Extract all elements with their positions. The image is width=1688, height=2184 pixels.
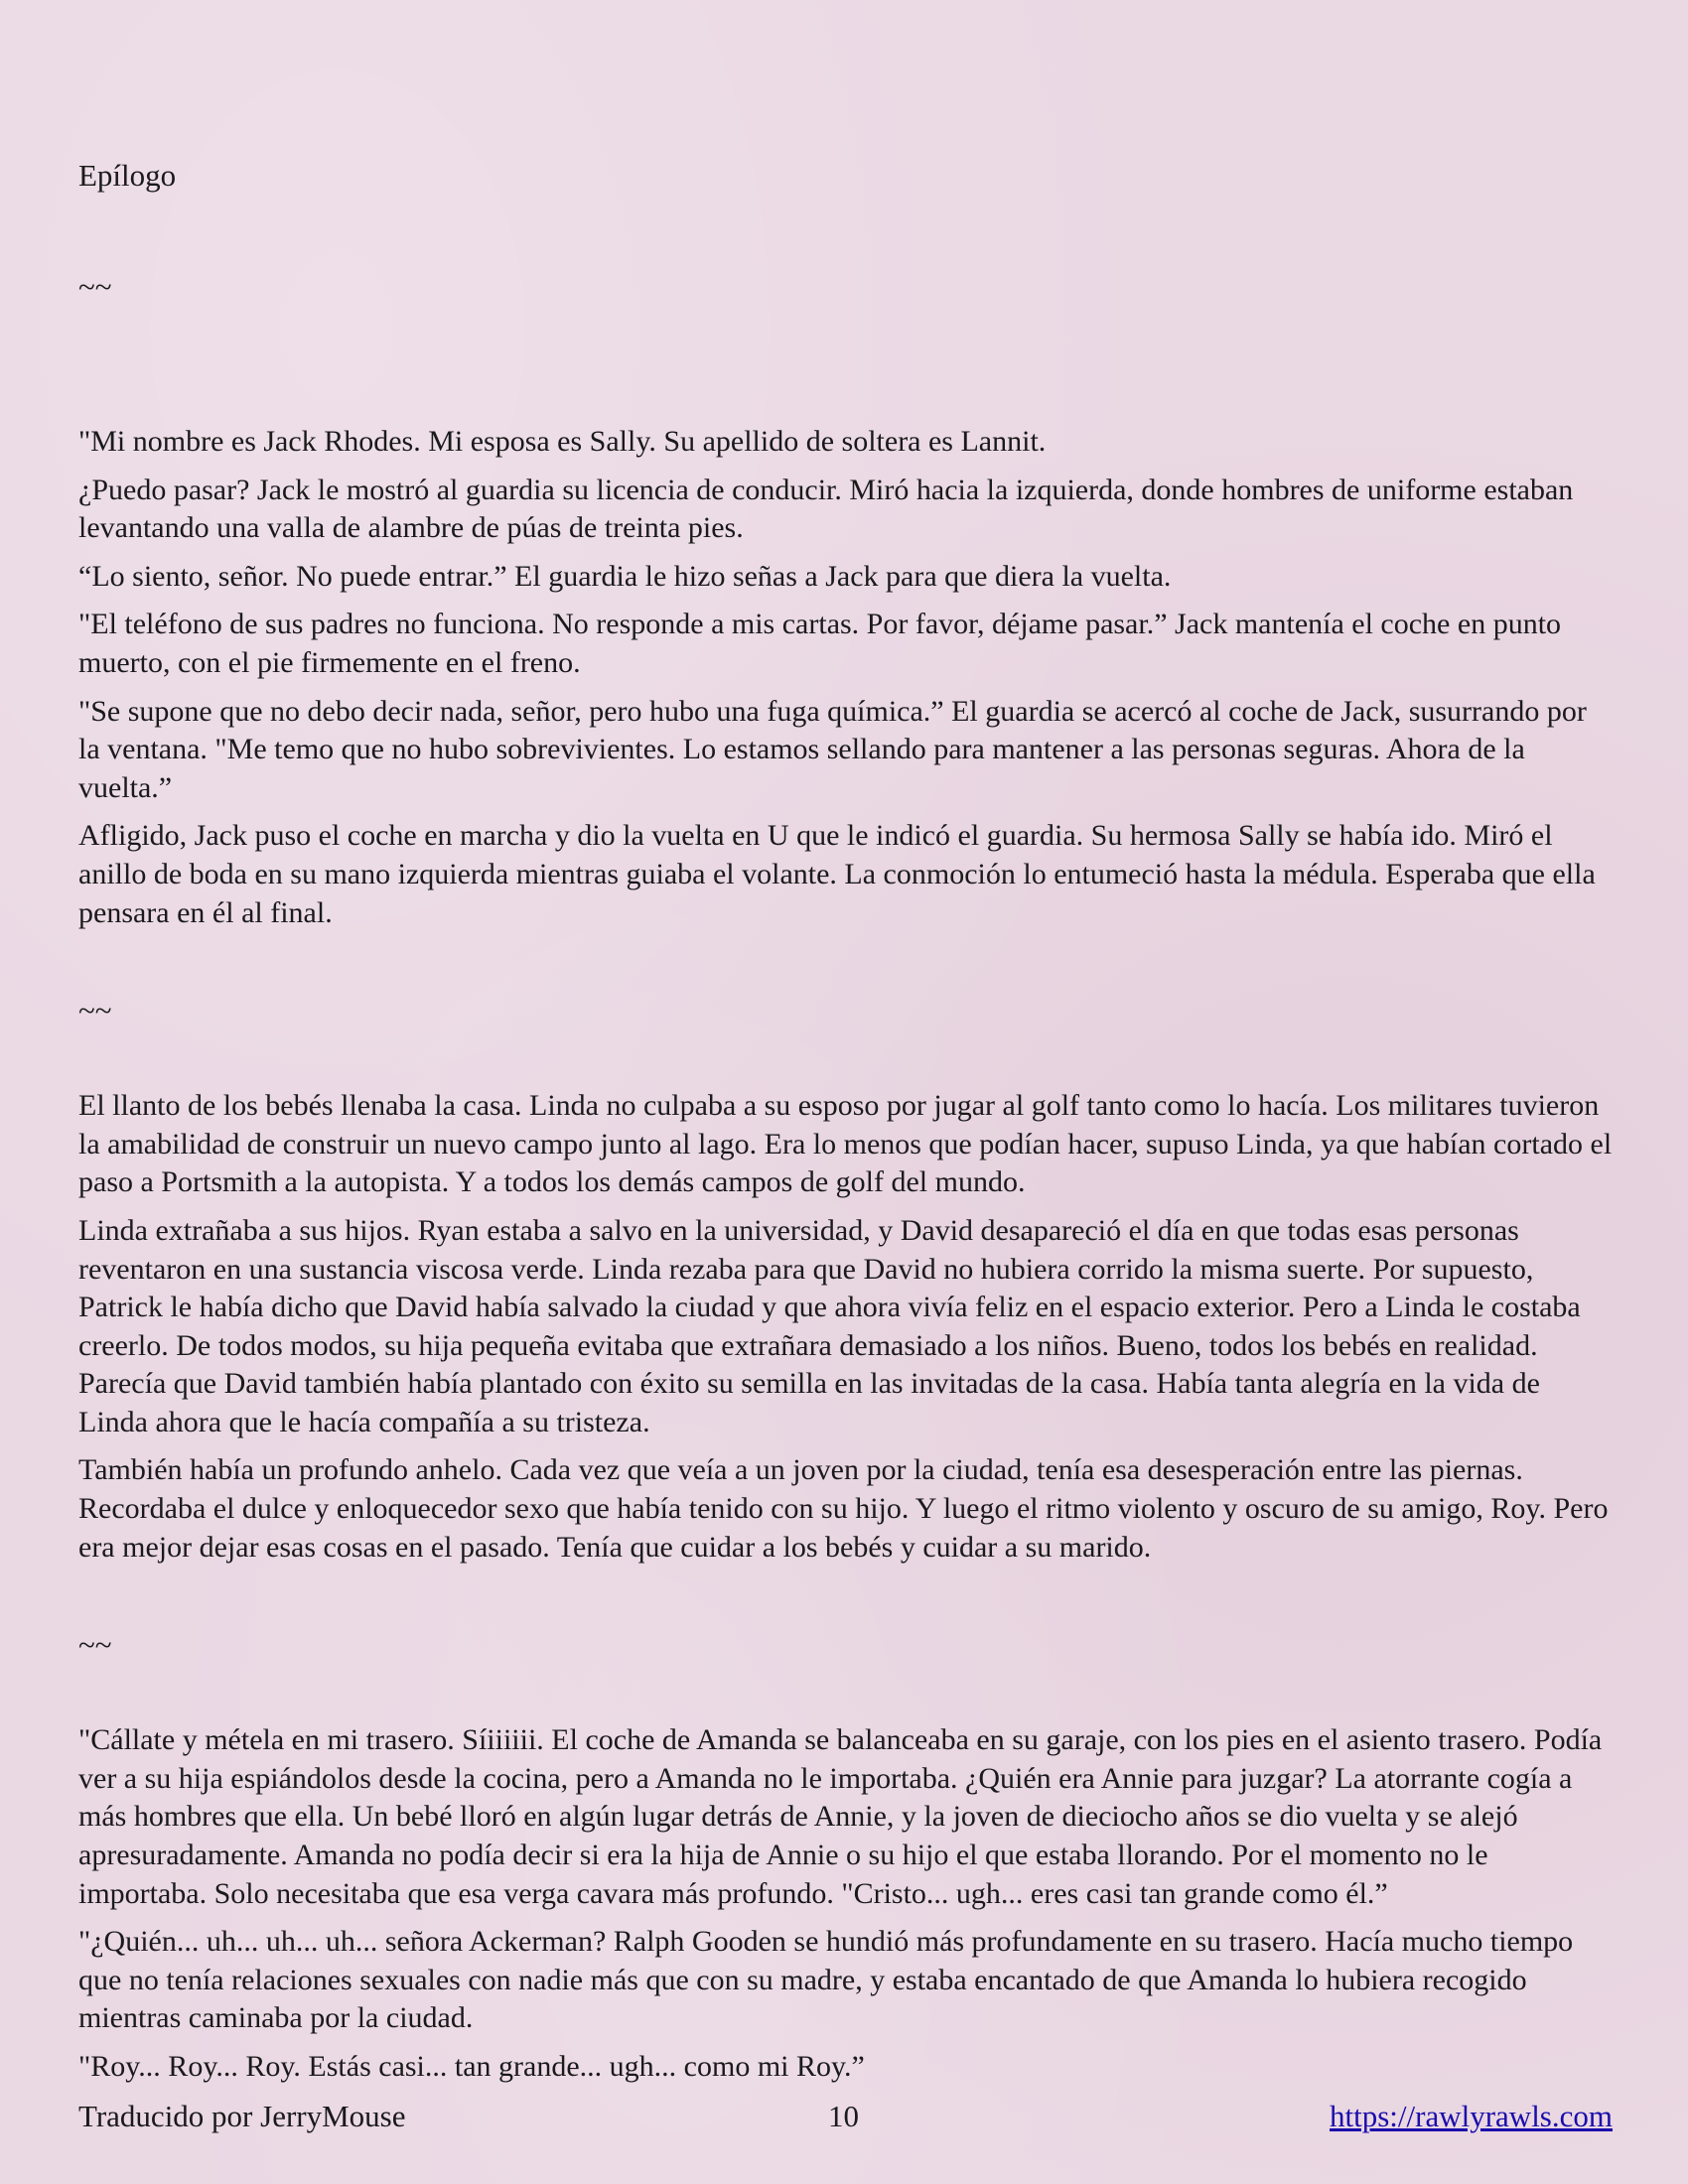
paragraph: Afligido, Jack puso el coche en marcha y dio la vuelta en U que le indicó el guardia. Su hermosa Sally se había ido. Miró el anillo de boda en su mano izquierda mientras guiaba el volante. La conmoción lo entumeció hasta la médula. Esperaba que ella pensara en él al final. [78,819,1596,929]
paragraph: "Mi nombre es Jack Rhodes. Mi esposa es Sally. Su apellido de soltera es Lannit. [78,425,1047,458]
translator-credit: Traducido por JerryMouse [78,2099,406,2133]
paragraph: El llanto de los bebés llenaba la casa. Linda no culpaba a su esposo por jugar al golf tanto como lo hacía. Los militares tuvieron la amabilidad de construir un nuevo campo junto al lago. Era lo menos que podían hacer, supuso Linda, ya que habían cortado el paso a Portsmith a la autopista. Y a todos los demás campos de golf del mundo. [78,1089,1613,1199]
paragraph: "El teléfono de sus padres no funciona. No responde a mis cartas. Por favor, déjame pasar.” Jack mantenía el coche en punto muerto, con el pie firmemente en el freno. [78,608,1562,679]
paragraph: Linda extrañaba a sus hijos. Ryan estaba a salvo en la universidad, y David desapareció el día en que todas esas personas reventaron en una sustancia viscosa verde. Linda rezaba para que David no hubiera corrido la misma suerte. Por supuesto, Patrick le había dicho que David había salvado la ciudad y que ahora vivía feliz en el espacio exterior. Pero a Linda le costaba creerlo. De todos modos, su hija pequeña evitaba que extrañara demasiado a los niños. Bueno, todos los bebés en realidad. Parecía que David también había plantado con éxito su semilla en las invitadas de la casa. Había tanta alegría en la vida de Linda ahora que le hacía compañía a su tristeza. [78,1213,1581,1438]
paragraph: "¿Quién... uh... uh... uh... señora Ackerman? Ralph Gooden se hundió más profundamente en su trasero. Hacía mucho tiempo que no tenía relaciones sexuales con nadie más que con su madre, y estaba encantado de que Amanda lo hubiera recogido mientras caminaba por la ciudad. [78,1925,1574,2035]
section-separator: ~~ [78,1627,112,1663]
website-link[interactable]: https://rawlyrawls.com [1330,2099,1613,2133]
page-footer [78,2098,1613,2137]
page-number: 10 [828,2099,859,2133]
paragraph: "Roy... Roy... Roy. Estás casi... tan grande... ugh... como mi Roy.” [78,2050,865,2083]
section-3 [78,1721,1613,2086]
paragraph: “Lo siento, señor. No puede entrar.” El guardia le hizo señas a Jack para que diera la vuelta. [78,559,1172,593]
document-body [78,157,1613,2146]
paragraph: También había un profundo anhelo. Cada vez que veía a un joven por la ciudad, tenía esa desesperación entre las piernas. Recordaba el dulce y enloquecedor sexo que había tenido con su hijo. Y luego el ritmo violento y oscuro de su amigo, Roy. Pero era mejor dejar esas cosas en el pasado. Tenía que cuidar a los bebés y cuidar a su marido. [78,1453,1609,1564]
section-separator: ~~ [78,993,112,1028]
section-1 [78,423,1613,932]
section-separator: ~~ [78,269,112,304]
page-title: Epílogo [78,158,177,193]
paragraph: ¿Puedo pasar? Jack le mostró al guardia su licencia de conducir. Miró hacia la izquierda, donde hombres de uniforme estaban levantando una valla de alambre de púas de treinta pies. [78,473,1574,545]
paragraph: "Se supone que no debo decir nada, señor, pero hubo una fuga química.” El guardia se acercó al coche de Jack, susurrando por la ventana. "Me temo que no hubo sobrevivientes. Lo estamos sellando para mantener a las personas seguras. Ahora de la vuelta.” [78,694,1587,804]
paragraph: "Cállate y métela en mi trasero. Síiiiiii. El coche de Amanda se balanceaba en su garaje, con los pies en el asiento trasero. Podía ver a su hija espiándolos desde la cocina, pero a Amanda no le importaba. ¿Quién era Annie para juzgar? La atorrante cogía a más hombres que ella. Un bebé lloró en algún lugar detrás de Annie, y la joven de dieciocho años se dio vuelta y se alejó apresuradamente. Amanda no podía decir si era la hija de Annie o su hijo el que estaba llorando. Por el momento no le importaba. Solo necesitaba que esa verga cavara más profundo. "Cristo... ugh... eres casi tan grande como él.” [78,1723,1603,1910]
section-2 [78,1087,1613,1567]
